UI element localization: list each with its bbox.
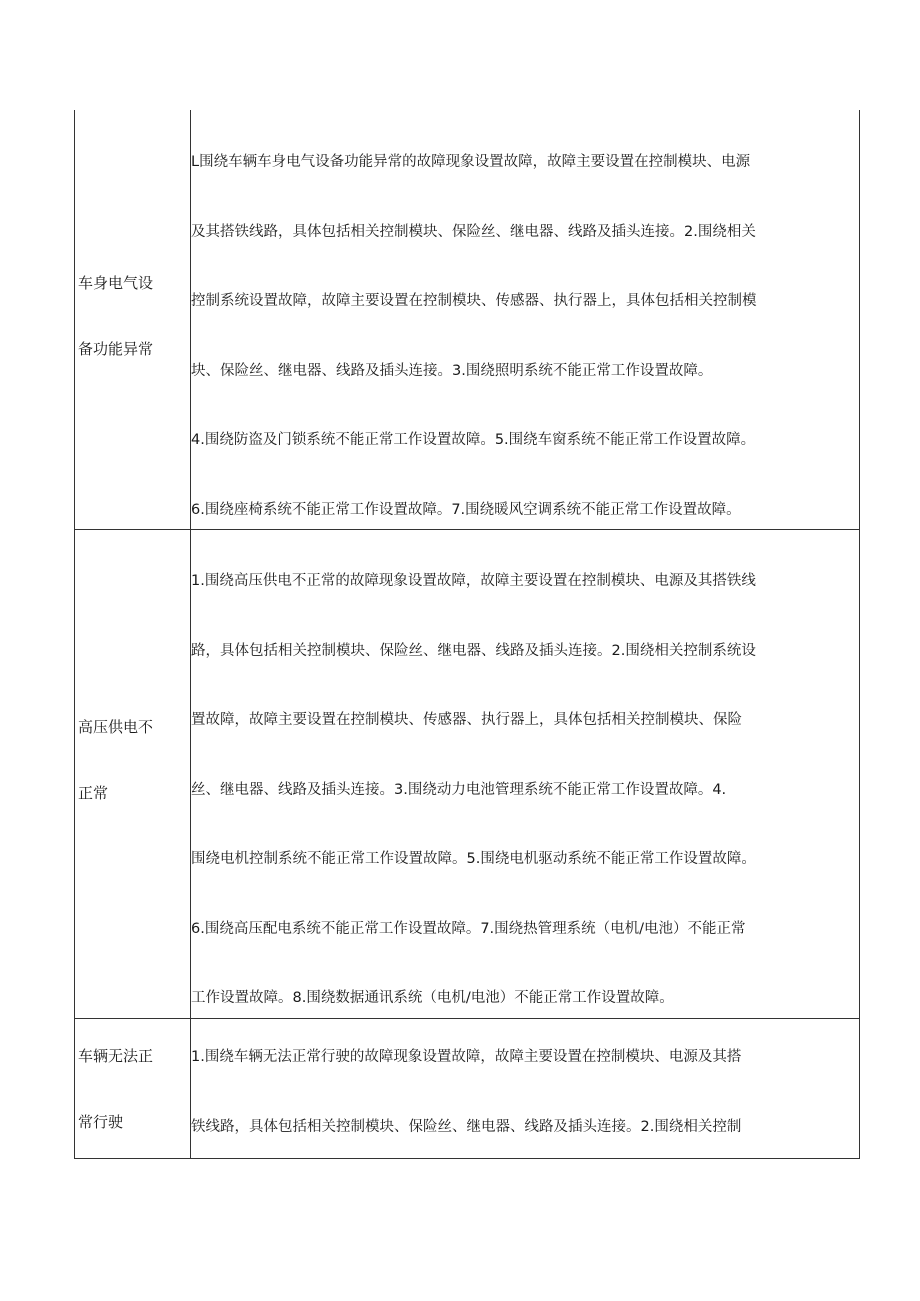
description-line: 控制系统设置故障，故障主要设置在控制模块、传感器、执行器上，具体包括相关控制模: [191, 293, 757, 309]
description-line: 1.围绕车辆无法正常行驶的故障现象设置故障，故障主要设置在控制模块、电源及其搭: [191, 1049, 742, 1065]
description-line: 路，具体包括相关控制模块、保险丝、继电器、线路及插头连接。2.围绕相关控制系统设: [191, 642, 756, 659]
fault-table: [74, 110, 860, 1159]
description-line: 围绕电机控制系统不能正常工作设置故障。5.围绕电机驱动系统不能正常工作设置故障。: [191, 851, 756, 867]
description-line: L围绕车辆车身电气设备功能异常的故障现象设置故障，故障主要设置在控制模块、电源: [191, 154, 751, 170]
row-description: [191, 547, 859, 1034]
description-line: 及其搭铁线路，具体包括相关控制模块、保险丝、继电器、线路及插头连接。2.围绕相关: [191, 223, 756, 240]
table-row: [74, 1018, 860, 1158]
label-line: 高压供电不: [78, 718, 154, 736]
label-line: 车辆无法正: [78, 1047, 154, 1065]
label-line: 常行驶: [78, 1113, 124, 1131]
description-line: 置故障，故障主要设置在控制模块、传感器、执行器上，具体包括相关控制模块、保险: [191, 712, 742, 728]
description-line: 4.围绕防盗及门锁系统不能正常工作设置故障。5.围绕车窗系统不能正常工作设置故障。: [191, 432, 756, 448]
row-description: [191, 128, 859, 545]
row-category-label: [78, 694, 186, 826]
description-line: 6.围绕高压配电系统不能正常工作设置故障。7.围绕热管理系统（电机/电池）不能正常: [191, 920, 746, 937]
description-line: 块、保险丝、继电器、线路及插头连接。3.围绕照明系统不能正常工作设置故障。: [191, 362, 713, 379]
label-line: 备功能异常: [78, 340, 154, 358]
description-line: 工作设置故障。8.围绕数据通讯系统（电机/电池）不能正常工作设置故障。: [191, 990, 674, 1006]
label-line: 正常: [78, 784, 109, 802]
row-description: [191, 1023, 859, 1162]
label-line: 车身电气设: [78, 274, 154, 292]
row-category-label: [78, 250, 186, 382]
table-row: [74, 110, 860, 529]
table-row: [74, 529, 860, 1018]
description-line: 丝、继电器、线路及插头连接。3.围绕动力电池管理系统不能正常工作设置故障。4.: [191, 781, 727, 798]
description-line: 铁线路，具体包括相关控制模块、保险丝、继电器、线路及插头连接。2.围绕相关控制: [191, 1118, 742, 1135]
description-line: 1.围绕高压供电不正常的故障现象设置故障，故障主要设置在控制模块、电源及其搭铁线: [191, 573, 756, 589]
row-category-label: [78, 1023, 186, 1155]
description-line: 6.围绕座椅系统不能正常工作设置故障。7.围绕暖风空调系统不能正常工作设置故障。: [191, 501, 741, 518]
